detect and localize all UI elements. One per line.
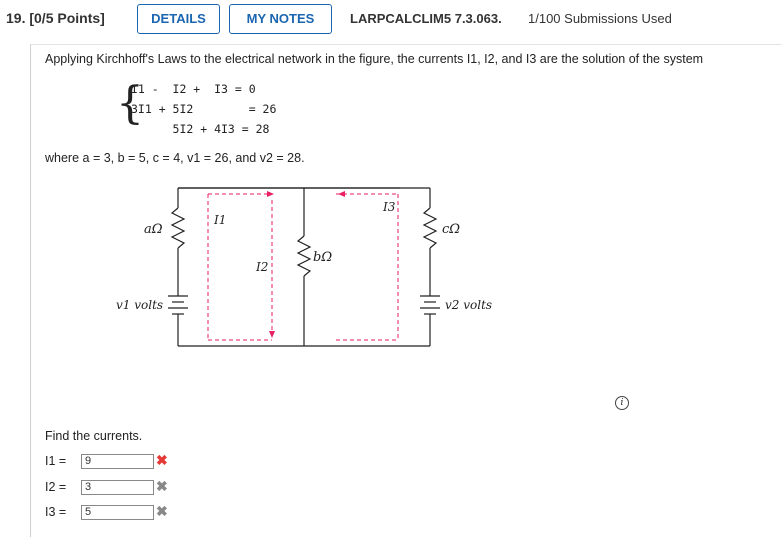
label-i2: I2 xyxy=(256,260,269,274)
my-notes-button[interactable]: MY NOTES xyxy=(229,4,332,34)
given-values: where a = 3, b = 5, c = 4, v1 = 26, and v2 = 28. xyxy=(45,151,305,165)
submissions-used: 1/100 Submissions Used xyxy=(528,11,672,26)
question-number: 19. [0/5 Points] xyxy=(6,10,105,26)
answer-input-i3[interactable]: 5 xyxy=(81,505,154,520)
answer-input-i2[interactable]: 3 xyxy=(81,480,154,495)
answer-input-i1[interactable]: 9 xyxy=(81,454,154,469)
label-i1: I1 xyxy=(214,213,227,227)
problem-intro-text: Applying Kirchhoff's Laws to the electrical network in the figure, the currents I1, I2, and I3 are the solution of the system xyxy=(45,52,704,66)
label-a-ohm: aΩ xyxy=(144,222,163,237)
find-prompt: Find the currents. xyxy=(45,429,143,443)
info-icon[interactable]: i xyxy=(615,396,629,410)
details-button[interactable]: DETAILS xyxy=(137,4,220,34)
resistor-c xyxy=(424,208,436,248)
label-c-ohm: cΩ xyxy=(442,222,461,237)
answer-label-i3: I3 = xyxy=(45,505,67,519)
equation-2: 3I1 + 5I2 = 26 xyxy=(131,102,277,116)
resistor-b xyxy=(298,236,310,276)
answer-label-i1: I1 = xyxy=(45,454,67,468)
label-v1-volts: v1 volts xyxy=(116,298,164,312)
incorrect-x-icon: ✖ xyxy=(156,452,168,468)
label-b-ohm: bΩ xyxy=(313,250,333,265)
resistor-a xyxy=(172,208,184,248)
system-brace: { xyxy=(116,78,144,129)
answer-label-i2: I2 = xyxy=(45,480,67,494)
equation-3: 5I2 + 4I3 = 28 xyxy=(131,122,270,136)
incorrect-x-icon: ✖ xyxy=(156,503,168,519)
equation-1: I1 - I2 + I3 = 0 xyxy=(131,82,256,96)
incorrect-x-icon: ✖ xyxy=(156,478,168,494)
label-i3: I3 xyxy=(383,200,396,214)
problem-code: LARPCALCLIM5 7.3.063. xyxy=(350,11,502,26)
label-v2-volts: v2 volts xyxy=(445,298,493,312)
